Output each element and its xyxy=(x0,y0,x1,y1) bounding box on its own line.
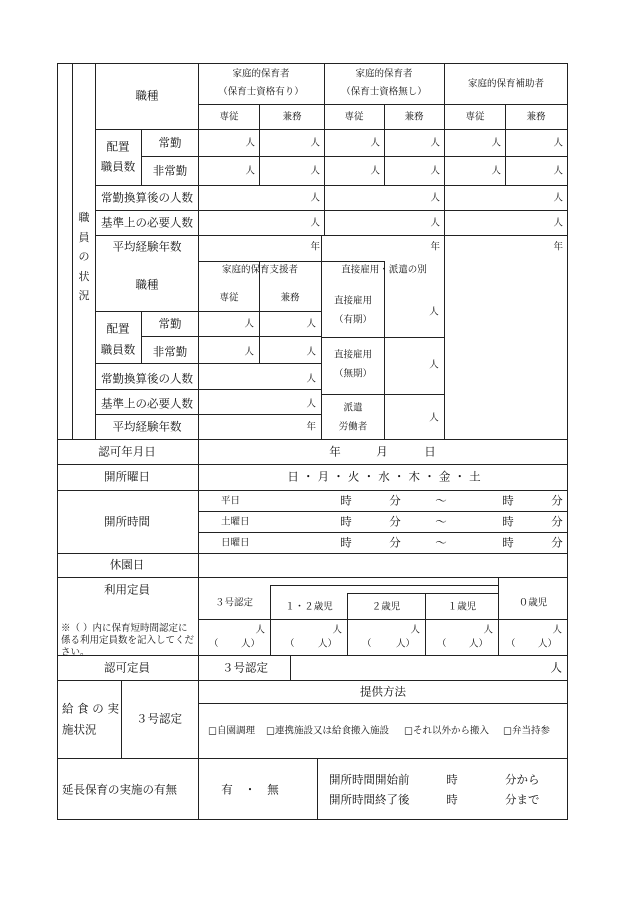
unit-person: 人 xyxy=(410,624,420,636)
paren-open: （ xyxy=(437,638,447,650)
minute-unit: 分 xyxy=(551,535,563,550)
paren-close: 人） xyxy=(468,638,488,650)
unit-person: 人 xyxy=(306,346,316,358)
unit-person: 人 xyxy=(370,165,380,177)
application-form xyxy=(57,63,568,820)
extended-care-label: 延長保育の実施の有無 xyxy=(62,782,177,797)
sub-header-dedicated: 専従 xyxy=(219,292,239,304)
hour-unit: 時 xyxy=(446,772,458,787)
placement-label-line1: 配置 xyxy=(106,139,130,154)
hour-unit: 時 xyxy=(502,535,514,550)
unit-person: 人 xyxy=(553,165,563,177)
unit-person: 人 xyxy=(310,165,320,177)
col-header-unqualified-line1: 家庭的保育者 xyxy=(355,68,413,80)
employment-direct-permanent-line1: 直接雇用 xyxy=(333,349,373,361)
hours-row-sunday: 日曜日 xyxy=(221,537,250,549)
minute-unit: 分 xyxy=(389,493,401,508)
unit-person: 人 xyxy=(244,318,254,330)
minute-unit: 分 xyxy=(389,514,401,529)
holidays-label: 休園日 xyxy=(109,557,145,572)
unit-person: 人 xyxy=(306,398,316,410)
open-days-options: 日 ・ 月 ・ 火 ・ 水 ・ 木 ・ 金 ・ 土 xyxy=(287,469,481,484)
extended-care-yes-no: 有 ・ 無 xyxy=(221,782,279,797)
sub-header-concurrent: 兼務 xyxy=(282,111,302,123)
unit-person: 人 xyxy=(483,624,493,636)
unit-person: 人 xyxy=(245,165,255,177)
unit-year: 年 xyxy=(310,241,320,253)
unit-person: 人 xyxy=(310,217,320,229)
meal-option-other-delivery: □それ以外から搬入 xyxy=(404,725,489,737)
employment-direct-fixed-line1: 直接雇用 xyxy=(333,295,373,307)
age-group-1: １歳児 xyxy=(447,601,477,613)
supporter-header: 家庭的保育支援者 xyxy=(221,264,299,276)
until-unit: 分まで xyxy=(505,792,540,807)
employment-dispatch-line2: 労働者 xyxy=(338,421,368,433)
after-close-label: 開所時間終了後 xyxy=(329,792,410,807)
approved-capacity-label: 認可定員 xyxy=(104,660,150,675)
unit-person: 人 xyxy=(430,217,440,229)
approval-date-label: 認可年月日 xyxy=(98,444,156,459)
unit-person: 人 xyxy=(310,137,320,149)
fte-label: 常勤換算後の人数 xyxy=(101,371,193,386)
unit-person: 人 xyxy=(429,306,439,318)
col-header-unqualified-line2: （保育士資格無し） xyxy=(341,86,427,98)
unit-person: 人 xyxy=(255,624,265,636)
placement-label-line2: 職員数 xyxy=(100,342,136,357)
part-time-label: 非常勤 xyxy=(152,344,188,359)
meal-option-own-kitchen: □自園調理 xyxy=(208,725,255,737)
unit-person: 人 xyxy=(553,137,563,149)
unit-person: 人 xyxy=(429,412,439,424)
employment-direct-permanent-line2: （無期） xyxy=(333,368,373,380)
employment-header: 直接雇用・派遣の別 xyxy=(341,264,427,276)
paren-open: （ xyxy=(506,638,516,650)
approval-day-unit: 日 xyxy=(424,444,436,459)
paren-open: （ xyxy=(362,638,372,650)
sub-header-concurrent: 兼務 xyxy=(526,111,546,123)
open-hours-label: 開所時間 xyxy=(104,514,150,529)
unit-person: 人 xyxy=(244,346,254,358)
hour-unit: 時 xyxy=(502,493,514,508)
capacity-cert3: ３号認定 xyxy=(214,597,254,609)
sub-header-dedicated: 専従 xyxy=(219,111,239,123)
unit-year: 年 xyxy=(430,241,440,253)
paren-close: 人） xyxy=(317,638,337,650)
placement-label-line1: 配置 xyxy=(106,321,130,336)
age-group-1-2: １・２歳児 xyxy=(285,601,333,613)
form-border xyxy=(58,64,568,820)
approval-year-unit: 年 xyxy=(329,444,341,459)
job-type-label: 職種 xyxy=(135,277,159,292)
unit-year: 年 xyxy=(553,241,563,253)
approval-month-unit: 月 xyxy=(376,444,388,459)
minute-unit: 分 xyxy=(389,535,401,550)
meal-option-packed-lunch: □弁当持参 xyxy=(503,725,550,737)
required-label: 基準上の必要人数 xyxy=(101,396,193,411)
hour-unit: 時 xyxy=(502,514,514,529)
hours-row-weekday: 平日 xyxy=(221,495,241,507)
placement-label-line2: 職員数 xyxy=(100,159,136,174)
age-group-0: ０歳児 xyxy=(518,597,548,609)
tilde-separator: 〜 xyxy=(435,535,447,550)
capacity-note: ※（ ）内に保育短時間認定に係る利用定員数を記入してください。 xyxy=(61,623,195,658)
full-time-label: 常勤 xyxy=(158,316,182,331)
paren-close: 人） xyxy=(537,638,557,650)
hour-unit: 時 xyxy=(340,535,352,550)
age-group-2: ２歳児 xyxy=(371,601,401,613)
unit-person: 人 xyxy=(430,192,440,204)
part-time-label: 非常勤 xyxy=(152,163,188,178)
minute-unit: 分 xyxy=(551,493,563,508)
avg-years-label: 平均経験年数 xyxy=(112,419,182,434)
job-type-label: 職種 xyxy=(135,88,159,103)
approved-capacity-cert3: ３号認定 xyxy=(222,660,268,675)
unit-person: 人 xyxy=(429,359,439,371)
sub-header-concurrent: 兼務 xyxy=(404,111,424,123)
unit-person: 人 xyxy=(430,165,440,177)
tilde-separator: 〜 xyxy=(435,493,447,508)
unit-person: 人 xyxy=(550,660,562,675)
hours-row-saturday: 土曜日 xyxy=(221,516,250,528)
meals-cert3: ３号認定 xyxy=(136,711,182,726)
meals-label-line1: 給 食 の 実 xyxy=(62,701,119,716)
unit-person: 人 xyxy=(553,217,563,229)
col-header-assistant: 家庭的保育補助者 xyxy=(467,78,545,90)
full-time-label: 常勤 xyxy=(158,135,182,150)
unit-person: 人 xyxy=(332,624,342,636)
unit-person: 人 xyxy=(553,192,563,204)
paren-open: （ xyxy=(285,638,295,650)
unit-person: 人 xyxy=(552,624,562,636)
sub-header-dedicated: 専従 xyxy=(465,111,485,123)
hour-unit: 時 xyxy=(340,493,352,508)
paren-close: 人） xyxy=(395,638,415,650)
unit-person: 人 xyxy=(370,137,380,149)
unit-person: 人 xyxy=(430,137,440,149)
hour-unit: 時 xyxy=(340,514,352,529)
employment-dispatch-line1: 派遣 xyxy=(343,402,363,414)
unit-person: 人 xyxy=(491,137,501,149)
hour-unit: 時 xyxy=(446,792,458,807)
col-header-qualified-line2: （保育士資格有り） xyxy=(218,86,304,98)
form-grid-lines xyxy=(57,63,568,820)
unit-person: 人 xyxy=(491,165,501,177)
meals-method-header: 提供方法 xyxy=(360,684,406,699)
unit-person: 人 xyxy=(310,192,320,204)
unit-person: 人 xyxy=(306,318,316,330)
open-days-label: 開所曜日 xyxy=(104,469,150,484)
paren-open: （ xyxy=(209,638,219,650)
avg-years-label: 平均経験年数 xyxy=(112,239,182,254)
meals-label-line2: 施状況 xyxy=(62,722,97,737)
required-label: 基準上の必要人数 xyxy=(101,215,193,230)
paren-close: 人） xyxy=(240,638,260,650)
staff-section-label: 職員の状況 xyxy=(78,211,90,302)
minute-unit: 分 xyxy=(551,514,563,529)
sub-header-dedicated: 専従 xyxy=(344,111,364,123)
tilde-separator: 〜 xyxy=(435,514,447,529)
capacity-label: 利用定員 xyxy=(104,582,150,597)
sub-header-concurrent: 兼務 xyxy=(280,292,300,304)
meal-option-partner-facility: □連携施設又は給食搬入施設 xyxy=(266,725,389,737)
unit-year: 年 xyxy=(306,421,316,433)
before-open-label: 開所時間開始前 xyxy=(329,772,410,787)
unit-person: 人 xyxy=(245,137,255,149)
col-header-qualified-line1: 家庭的保育者 xyxy=(232,68,290,80)
employment-direct-fixed-line2: （有期） xyxy=(333,314,373,326)
fte-label: 常勤換算後の人数 xyxy=(101,190,193,205)
unit-person: 人 xyxy=(306,373,316,385)
from-unit: 分から xyxy=(505,772,540,787)
